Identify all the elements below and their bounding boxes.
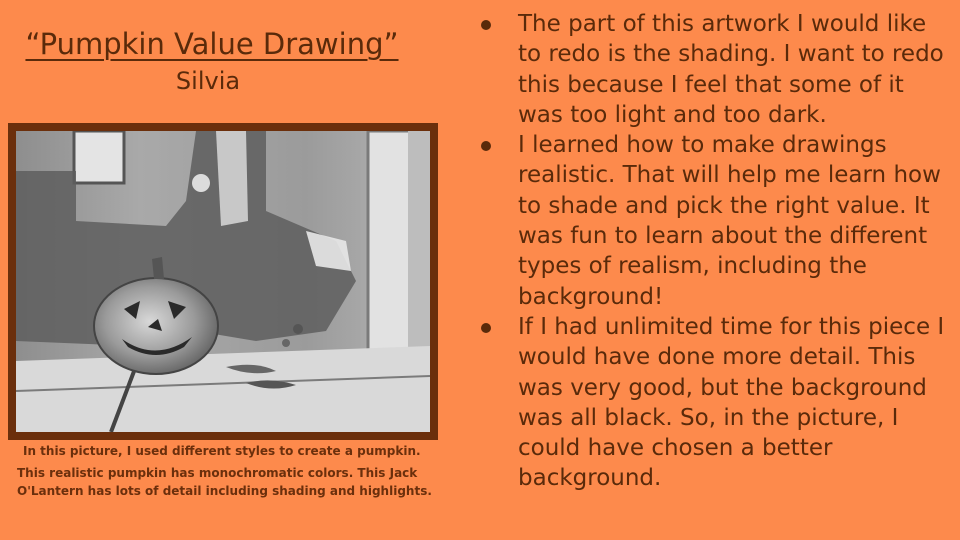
artwork-frame xyxy=(8,123,438,440)
bullet-text: The part of this artwork I would like to redo is the shading. I want to redo this because I feel that some of it was too light and too dark. xyxy=(518,11,944,128)
bullet-text: I learned how to make drawings realistic. That will help me learn how to shade and pick the right value. It was fun to learn about the different types of realism, including the background! xyxy=(518,132,941,310)
bullet-item xyxy=(478,130,954,312)
bullet-dot-icon xyxy=(481,323,491,333)
bullet-dot-icon xyxy=(481,141,491,151)
artwork-caption-line-2: This realistic pumpkin has monochromatic colors. This Jack O'Lantern has lots of detail including shading and highlights. xyxy=(17,466,432,498)
slide-title: “Pumpkin Value Drawing” xyxy=(25,27,399,61)
reflection-bullet-list xyxy=(478,9,954,494)
bullet-text: If I had unlimited time for this piece I would have done more detail. This was very good, but the background was all black. So, in the picture, I could have chosen a better background. xyxy=(518,313,945,492)
bullet-item xyxy=(478,9,954,130)
author-name: Silvia xyxy=(175,67,241,95)
bullet-dot-icon xyxy=(481,20,491,30)
pumpkin-drawing-image xyxy=(16,131,430,432)
artwork-caption-line-1: In this picture, I used different styles to create a pumpkin. xyxy=(23,444,421,458)
bullet-item xyxy=(478,312,954,494)
